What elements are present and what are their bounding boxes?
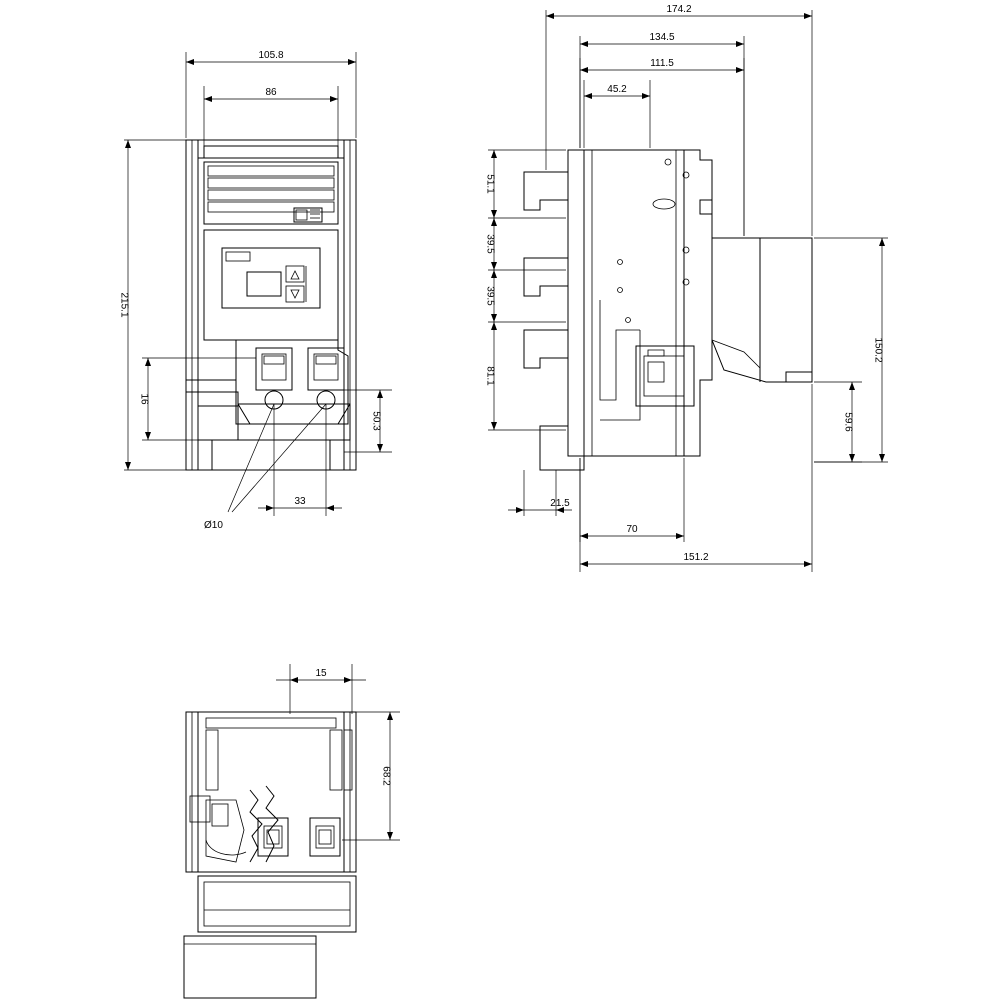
dim-label-215-1: 215.1 [118, 292, 130, 318]
dim-front-33 [258, 404, 342, 516]
dim-side-174-2 [546, 4, 812, 236]
leader-hole-diameter [204, 404, 326, 531]
dim-side-vertical-chain [485, 150, 567, 430]
dim-top-15 [276, 664, 366, 714]
dim-side-21-5 [508, 470, 572, 516]
dim-label-diameter-10: Ø10 [204, 520, 223, 531]
front-view [119, 50, 393, 531]
dim-side-45-2 [584, 80, 650, 148]
dim-side-70 [580, 458, 684, 542]
dim-label-174-2: 174.2 [666, 4, 692, 15]
dim-label-105-8: 105.8 [258, 50, 284, 61]
dim-label-33: 33 [294, 496, 306, 507]
dim-label-21-5: 21.5 [550, 498, 570, 509]
top-view [184, 664, 400, 998]
dim-label-134-5: 134.5 [649, 32, 675, 43]
dim-label-111-5: 111.5 [650, 58, 674, 69]
dim-side-151-2 [580, 384, 812, 572]
dim-label-15: 15 [315, 668, 327, 679]
dim-label-16: 16 [138, 393, 150, 405]
dim-label-68-2: 68.2 [380, 766, 392, 786]
dim-top-68-2 [342, 712, 400, 840]
side-view [485, 4, 889, 572]
dim-label-45-2: 45.2 [607, 84, 627, 95]
dim-label-86: 86 [265, 87, 277, 98]
dim-side-59-6 [814, 382, 862, 462]
dim-label-51-1: 51.1 [484, 174, 496, 194]
dim-front-height [119, 140, 201, 470]
dim-label-81-1: 81.1 [484, 366, 496, 386]
dim-label-39-5-b: 39.5 [484, 286, 496, 306]
dim-front-50-3 [338, 390, 392, 452]
dim-label-70: 70 [626, 524, 638, 535]
dim-label-39-5-a: 39.5 [484, 234, 496, 254]
dim-label-150-2: 150.2 [872, 337, 884, 363]
dim-label-59-6: 59.6 [842, 412, 854, 432]
dim-label-151-2: 151.2 [683, 552, 709, 563]
dim-label-50-3: 50.3 [370, 411, 382, 431]
